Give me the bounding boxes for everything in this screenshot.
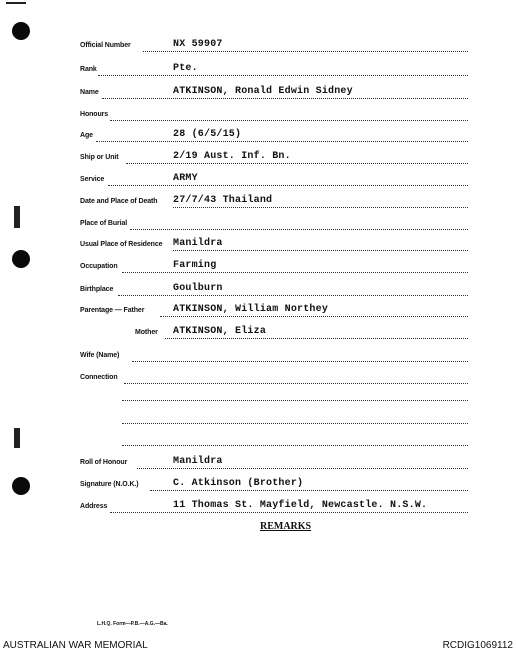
field-value: NX 59907 [173, 39, 223, 50]
field-value: C. Atkinson (Brother) [173, 478, 304, 489]
blank-line [122, 445, 468, 446]
field-label: Address [80, 503, 108, 510]
field-label: Wife (Name) [80, 352, 120, 359]
field-value: 27/7/43 Thailand [173, 195, 273, 206]
punch-hole-top [12, 22, 30, 40]
field-value: ATKINSON, Ronald Edwin Sidney [173, 86, 353, 97]
field-label: Honours [80, 111, 109, 118]
scan-speck [6, 2, 26, 4]
scan-speck [14, 428, 20, 448]
field-value: ATKINSON, William Northey [173, 304, 329, 315]
field-label: Rank [80, 66, 97, 73]
blank-line [122, 423, 468, 424]
field-value: ATKINSON, Eliza [173, 326, 267, 337]
field-label: Occupation [80, 263, 118, 270]
punch-hole-middle [12, 250, 30, 268]
form-print-code: L.H.Q. Form—P.B.—A.G.—Ba. [97, 621, 168, 627]
field-label: Birthplace [80, 286, 114, 293]
field-label: Name [80, 89, 99, 96]
field-value: Pte. [173, 63, 198, 74]
field-label: Place of Burial [80, 220, 128, 227]
field-label: Roll of Honour [80, 459, 128, 466]
field-label: Official Number [80, 42, 131, 49]
field-label: Connection [80, 374, 118, 381]
archive-reference: RCDIG1069112 [442, 640, 513, 651]
field-value: 28 (6/5/15) [173, 129, 242, 140]
field-label: Usual Place of Residence [80, 241, 163, 248]
punch-hole-bottom [12, 477, 30, 495]
archive-credit: AUSTRALIAN WAR MEMORIAL [3, 640, 148, 651]
field-label: Parentage — Father [80, 307, 145, 314]
field-value: Manildra [173, 238, 223, 249]
field-value: 2/19 Aust. Inf. Bn. [173, 151, 291, 162]
remarks-heading: REMARKS [260, 521, 312, 532]
scan-speck [14, 206, 20, 228]
field-label: Mother [135, 329, 158, 336]
field-value: Goulburn [173, 283, 223, 294]
field-value: ARMY [173, 173, 198, 184]
field-label: Age [80, 132, 93, 139]
field-label: Signature (N.O.K.) [80, 481, 139, 488]
field-value: 11 Thomas St. Mayfield, Newcastle. N.S.W. [173, 500, 428, 511]
field-label: Ship or Unit [80, 154, 119, 161]
field-value: Farming [173, 260, 217, 271]
blank-line [122, 400, 468, 401]
field-label: Service [80, 176, 105, 183]
field-label: Date and Place of Death [80, 198, 158, 205]
field-value: Manildra [173, 456, 223, 467]
